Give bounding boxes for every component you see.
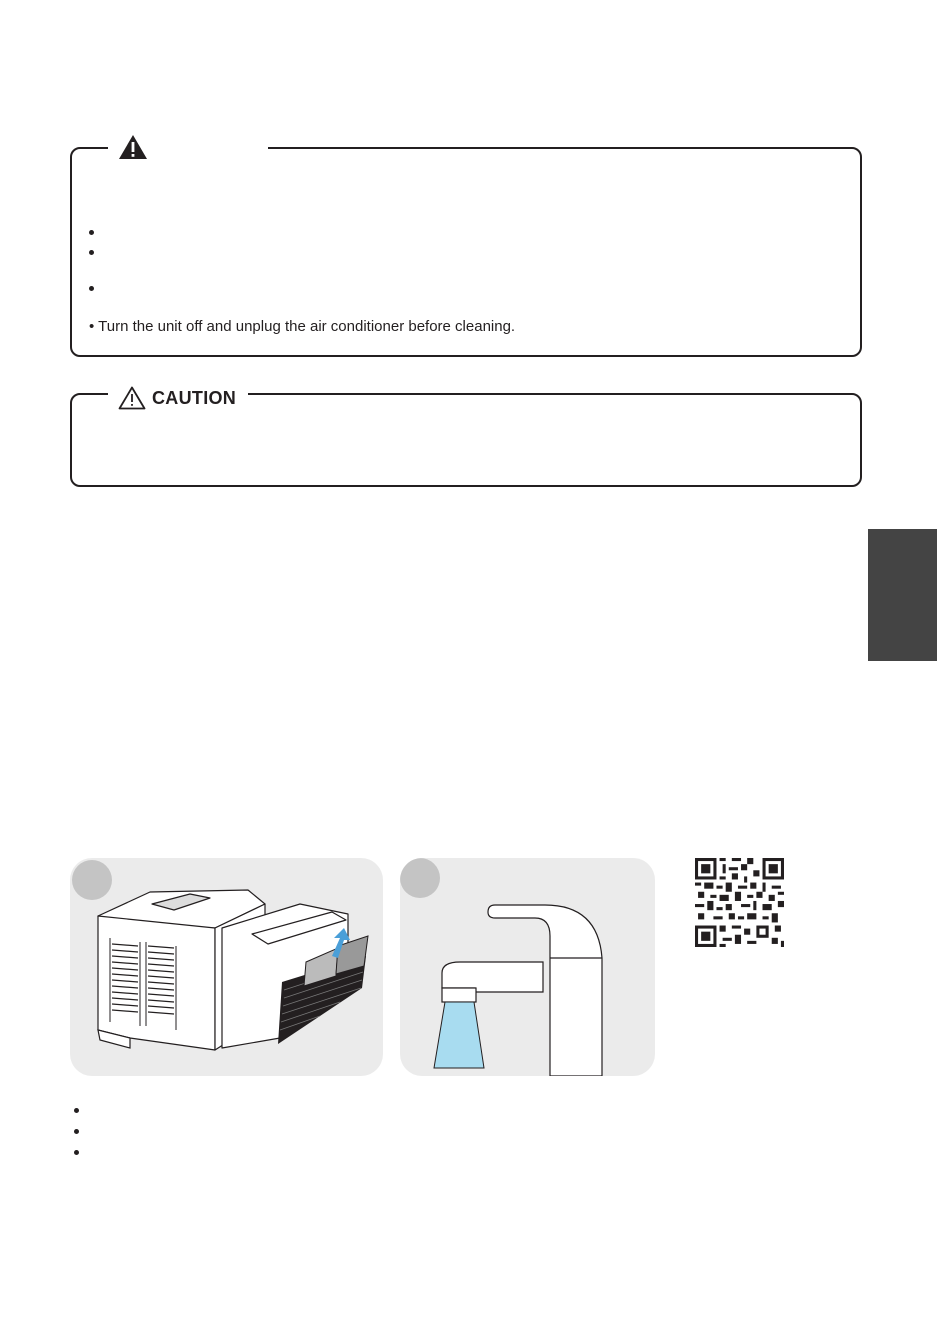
qr-code-icon (695, 858, 784, 947)
warning-bullet-3 (89, 286, 94, 291)
unit-with-filter-removed (70, 858, 383, 1076)
caution-label: CAUTION (152, 387, 237, 408)
warning-bullet-2 (89, 250, 94, 255)
warning-unplug-text: • Turn the unit off and unplug the air conditioner before cleaning. (89, 318, 516, 335)
caution-legend (108, 385, 248, 411)
warning-bullet-1 (89, 230, 94, 235)
illustration-panel-step2 (400, 858, 655, 1076)
bottom-bullet-1 (74, 1108, 79, 1113)
illustration-panel-step1 (70, 858, 383, 1076)
bottom-bullet-2 (74, 1129, 79, 1134)
warning-outline-icon (118, 386, 146, 410)
faucet-rinsing-filter (400, 858, 655, 1076)
section-side-tab (868, 529, 937, 661)
warning-filled-icon (118, 134, 148, 160)
bottom-bullet-3 (74, 1150, 79, 1155)
warning-legend (108, 132, 268, 162)
